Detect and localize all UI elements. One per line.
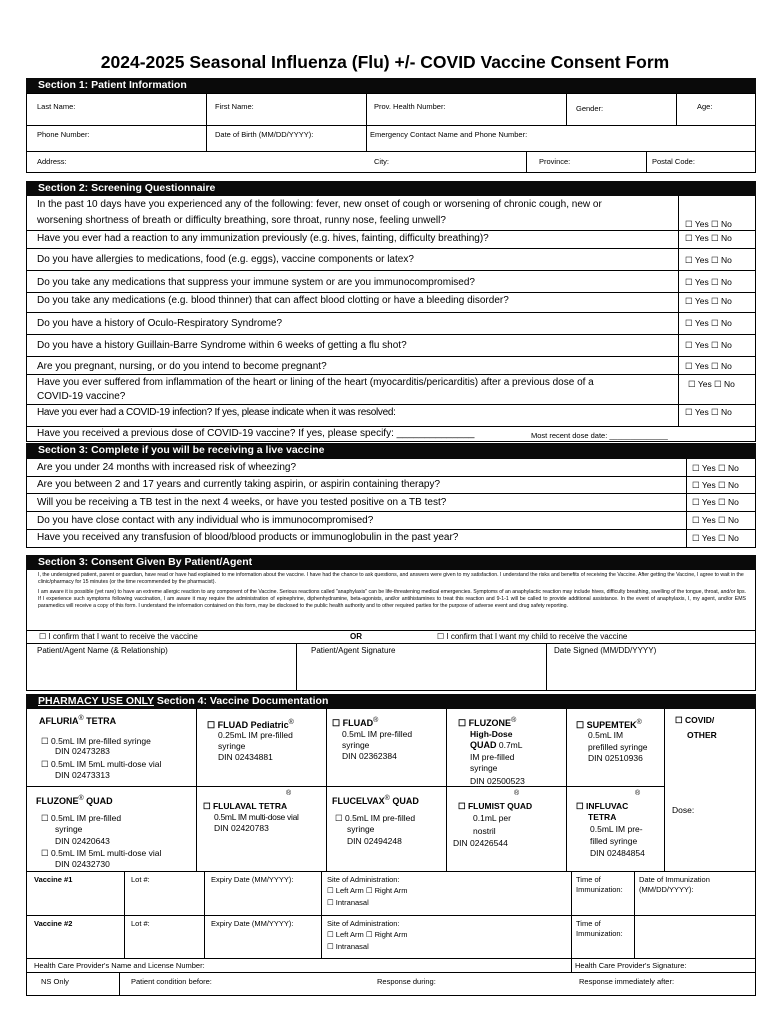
influvac-l3: filled syringe (590, 836, 638, 846)
influvac-checkbox[interactable]: ☐ INFLUVAC (576, 801, 629, 811)
vaccine2-label: Vaccine #2 (34, 919, 73, 928)
q8-text: Are you pregnant, nursing, or do you intend to become pregnant? (37, 361, 327, 372)
q7-text: Do you have a history Guillain-Barre Syndrome within 6 weeks of getting a flu shot? (37, 340, 407, 351)
supemtek-din: DIN 02510936 (588, 753, 643, 763)
fluad-pediatric-din: DIN 02434881 (218, 752, 273, 762)
live-q1-text: Are you under 24 months with increased risk of wheezing? (37, 462, 297, 473)
q6-yes-no[interactable]: ☐ Yes ☐ No (685, 318, 732, 328)
section1-header: Section 1: Patient Information (26, 78, 756, 93)
previous-dose-question[interactable]: Have you received a previous dose of COVID-19 vaccine? If yes, please specify: ______________ (37, 428, 475, 439)
provider-name-field[interactable]: Health Care Provider's Name and License Number: (34, 961, 205, 970)
q1-yes-no[interactable]: ☐ Yes ☐ No (685, 219, 732, 229)
vaccine1-date-l1: Date of Immunization (639, 875, 710, 884)
live-q2-yes-no[interactable]: ☐ Yes ☐ No (692, 480, 739, 490)
fluzone-hd-l2: QUAD 0.7mL (470, 740, 523, 750)
section4-title: Section 4: Vaccine Documentation (153, 695, 329, 707)
q9-line1: Have you ever suffered from inflammation of the heart or lining of the heart (myocarditis/pericarditis) after a previous dose of a (37, 377, 594, 388)
flulaval-din: DIN 02420783 (214, 823, 269, 833)
fluzone-quad-din1: DIN 02420643 (55, 836, 110, 846)
q5-text: Do you take any medications (e.g. blood thinner) that can affect blood clotting or have a bleeding disorder? (37, 295, 509, 306)
fluad-pediatric-l1: 0.25mL IM pre-filled (218, 730, 293, 740)
page-title: 2024-2025 Seasonal Influenza (Flu) +/- COVID Vaccine Consent Form (100, 52, 670, 72)
q4-yes-no[interactable]: ☐ Yes ☐ No (685, 277, 732, 287)
vaccine2-expiry[interactable]: Expiry Date (MM/YYYY): (211, 919, 294, 928)
influvac-din: DIN 02484854 (590, 848, 645, 858)
phone-field[interactable]: Phone Number: (37, 130, 90, 139)
fluzone-hd-l4: syringe (470, 763, 498, 773)
recent-dose-date[interactable]: Most recent dose date: ______________ (531, 431, 668, 440)
section2-header: Section 2: Screening Questionnaire (26, 181, 756, 196)
flumist-din: DIN 02426544 (453, 838, 508, 848)
vaccine2-arms[interactable]: ☐ Left Arm ☐ Right Arm (327, 930, 408, 939)
afluria-option1[interactable]: ☐ 0.5mL IM pre-filled syringe (41, 736, 151, 746)
live-q1-yes-no[interactable]: ☐ Yes ☐ No (692, 463, 739, 473)
q1-line2: worsening shortness of breath or difficulty breathing, sore throat, runny nose, feeling unwell? (37, 215, 446, 226)
q3-yes-no[interactable]: ☐ Yes ☐ No (685, 255, 732, 265)
fluzone-quad-title: FLUZONE® QUAD (36, 795, 113, 806)
fluad-pediatric-checkbox[interactable]: ☐ FLUAD Pediatric® (207, 719, 294, 730)
fluad-checkbox[interactable]: ☐ FLUAD® (332, 717, 379, 728)
fluzone-hd-checkbox[interactable]: ☐ FLUZONE® (458, 717, 517, 728)
live-q5-yes-no[interactable]: ☐ Yes ☐ No (692, 533, 739, 543)
q10-yes-no[interactable]: ☐ Yes ☐ No (685, 407, 732, 417)
afluria-din1: DIN 02473283 (55, 746, 110, 756)
supemtek-l2: prefilled syringe (588, 742, 648, 752)
vaccine-documentation-table (26, 709, 756, 996)
screening-table (26, 196, 756, 442)
age-field[interactable]: Age: (697, 102, 713, 111)
q2-text: Have you ever had a reaction to any immunization previously (e.g. hives, fainting, difficulty breathing)? (37, 233, 489, 244)
fluad-l2: syringe (342, 740, 370, 750)
section3-consent-header: Section 3: Consent Given By Patient/Agent (26, 555, 756, 570)
covid-other-l2: OTHER (687, 730, 717, 740)
consent-table (26, 570, 756, 691)
influvac-l2: 0.5mL IM pre- (590, 824, 643, 834)
live-q3-text: Will you be receiving a TB test in the next 4 weeks, or have you tested positive on a TB test? (37, 497, 447, 508)
q8-yes-no[interactable]: ☐ Yes ☐ No (685, 361, 732, 371)
afluria-title: AFLURIA® TETRA (39, 715, 117, 726)
pharmacy-use-only-label: PHARMACY USE ONLY (38, 695, 154, 707)
vaccine1-expiry[interactable]: Expiry Date (MM/YYYY): (211, 875, 294, 884)
fluzone-hd-din: DIN 02500523 (470, 776, 525, 786)
health-number-field[interactable]: Prov. Health Number: (374, 102, 446, 111)
influvac-reg: ® (635, 790, 641, 797)
vaccine1-time-l1: Time of (576, 875, 601, 884)
q7-yes-no[interactable]: ☐ Yes ☐ No (685, 340, 732, 350)
flucelvax-l2: syringe (347, 824, 375, 834)
afluria-din2: DIN 02473313 (55, 770, 110, 780)
fluzone-quad-option2[interactable]: ☐ 0.5mL IM 5mL multi-dose vial (41, 848, 162, 858)
q1-line1: In the past 10 days have you experienced any of the following: fever, new onset of cough or worsening of chronic cough, new or (37, 199, 602, 210)
flulaval-l1: 0.5mL IM multi-dose vial (214, 812, 299, 822)
vaccine1-intranasal[interactable]: ☐ Intranasal (327, 898, 369, 907)
fluad-pediatric-l2: syringe (218, 741, 246, 751)
fluzone-hd-l3: IM pre-filled (470, 752, 515, 762)
q9-line2: COVID-19 vaccine? (37, 391, 126, 402)
fluzone-hd-l1: High-Dose (470, 729, 513, 739)
consent-para1: I, the undersigned patient, parent or guardian, have read or have had explained to me information about the vaccine. I have had the chance to ask questions, and answers were given to my satisfaction. I understand the risks and benefits of receiving the Vaccine. After getting the Vaccine, I agree to wait in the clinic/pharmacy for 15 minutes (or the time recommended by the pharmacist). (38, 572, 744, 585)
patient-agent-signature-field[interactable]: Patient/Agent Signature (311, 646, 396, 655)
patient-condition-before[interactable]: Patient condition before: (131, 977, 212, 986)
live-q4-text: Do you have close contact with any individual who is immunocompromised? (37, 515, 374, 526)
q3-text: Do you have allergies to medications, food (e.g. eggs), vaccine components or latex? (37, 254, 414, 265)
live-q5-text: Have you received any transfusion of blood/blood products or immunoglobulin in the past year? (37, 532, 459, 543)
dose-field[interactable]: Dose: (672, 805, 695, 815)
fluzone-quad-option1b: syringe (55, 824, 83, 834)
flumist-checkbox[interactable]: ☐ FLUMIST QUAD (458, 801, 533, 811)
vaccine1-site: Site of Administration: (327, 875, 400, 884)
fluzone-quad-option1[interactable]: ☐ 0.5mL IM pre-filled (41, 813, 122, 823)
vaccine2-intranasal[interactable]: ☐ Intranasal (327, 942, 369, 951)
influvac-l1: TETRA (588, 812, 617, 822)
flumist-l2: nostril (473, 826, 496, 836)
patient-agent-name-field[interactable]: Patient/Agent Name (& Relationship) (37, 646, 168, 655)
section4-header (26, 694, 756, 709)
covid-other-checkbox[interactable]: ☐ COVID/ (675, 715, 715, 725)
vaccine2-lot[interactable]: Lot #: (131, 919, 150, 928)
confirm-self-checkbox[interactable]: ☐ I confirm that I want to receive the vaccine (39, 632, 198, 641)
ns-only-label: NS Only (41, 977, 69, 986)
vaccine1-arms[interactable]: ☐ Left Arm ☐ Right Arm (327, 886, 408, 895)
supemtek-l1: 0.5mL IM (588, 730, 624, 740)
live-q3-yes-no[interactable]: ☐ Yes ☐ No (692, 497, 739, 507)
supemtek-checkbox[interactable]: ☐ SUPEMTEK® (576, 719, 642, 730)
vaccine2-time-l1: Time of (576, 919, 601, 928)
postal-code-field[interactable]: Postal Code: (652, 157, 695, 166)
q4-text: Do you take any medications that suppress your immune system or are you immunocompromised? (37, 277, 475, 288)
live-vaccine-table (26, 459, 756, 548)
address-field[interactable]: Address: (37, 157, 67, 166)
date-signed-field[interactable]: Date Signed (MM/DD/YYYY) (554, 646, 657, 655)
last-name-field[interactable]: Last Name: (37, 102, 76, 111)
provider-signature-field[interactable]: Health Care Provider's Signature: (575, 961, 687, 970)
flumist-reg: ® (514, 790, 520, 797)
q2-yes-no[interactable]: ☐ Yes ☐ No (685, 233, 732, 243)
emergency-contact-field[interactable]: Emergency Contact Name and Phone Number: (370, 130, 528, 139)
q5-yes-no[interactable]: ☐ Yes ☐ No (685, 296, 732, 306)
vaccine1-date[interactable]: (MM/DD/YYYY): (639, 885, 694, 894)
province-field[interactable]: Province: (539, 157, 571, 166)
response-during[interactable]: Response during: (377, 977, 436, 986)
or-text: OR (350, 632, 362, 641)
flucelvax-title: FLUCELVAX® QUAD (332, 795, 419, 806)
flucelvax-din: DIN 02494248 (347, 836, 402, 846)
confirm-child-checkbox[interactable]: ☐ I confirm that I want my child to receive the vaccine (437, 632, 628, 641)
flulaval-checkbox[interactable]: ☐ FLULAVAL TETRA (203, 801, 288, 811)
dob-field[interactable]: Date of Birth (MM/DD/YYYY): (215, 130, 314, 139)
gender-field[interactable]: Gender: (576, 104, 604, 113)
vaccine2-time[interactable]: Immunization: (576, 929, 623, 938)
city-field[interactable]: City: (374, 157, 389, 166)
live-q4-yes-no[interactable]: ☐ Yes ☐ No (692, 515, 739, 525)
flucelvax-option[interactable]: ☐ 0.5mL IM pre-filled (335, 813, 416, 823)
vaccine1-time[interactable]: Immunization: (576, 885, 623, 894)
fluzone-quad-din2: DIN 02432730 (55, 859, 110, 869)
q9-yes-no[interactable]: ☐ Yes ☐ No (688, 379, 735, 389)
section3-live-header: Section 3: Complete if you will be receiving a live vaccine (26, 443, 756, 459)
flulaval-reg: ® (286, 790, 292, 797)
response-after[interactable]: Response immediately after: (579, 977, 675, 986)
fluad-l1: 0.5mL IM pre-filled (342, 729, 413, 739)
q6-text: Do you have a history of Oculo-Respiratory Syndrome? (37, 318, 283, 329)
q10-text: Have you ever had a COVID-19 infection? If yes, please indicate when it was resolved: (37, 407, 396, 418)
vaccine1-lot[interactable]: Lot #: (131, 875, 150, 884)
flumist-l1: 0.1mL per (473, 813, 511, 823)
patient-info-table (26, 93, 756, 173)
live-q2-text: Are you between 2 and 17 years and currently taking aspirin, or aspirin containing therapy? (37, 479, 441, 490)
first-name-field[interactable]: First Name: (215, 102, 254, 111)
afluria-option2[interactable]: ☐ 0.5mL IM 5mL multi-dose vial (41, 759, 162, 769)
consent-para2: I am aware it is possible (yet rare) to have an extreme allergic reaction to any component of the Vaccine. Serious reactions called "anaphylaxis" can be life-threatening medical emergencies. Symptoms of an anaphylactic reaction may include hives, difficulty breathing, swelling of the tongue, throat, and/or lips. If I experience such symptoms following vaccination, I am aware it may require the administration of epinephrine, diphenhydramine, beta-agonists, and/or antihistamines to treat this reaction and 9-1-1 will be called to provide additional assistance. In the event of anaphylaxis, I, my agent, and/or EMS paramedics will receive a copy of this form. I understand the information contained on this form, may be disclosed to the public health authority and to other required parties for the purpose of adverse event and drug safety reporting. (38, 589, 746, 609)
fluad-din: DIN 02362384 (342, 751, 397, 761)
vaccine1-label: Vaccine #1 (34, 875, 73, 884)
vaccine2-site: Site of Administration: (327, 919, 400, 928)
